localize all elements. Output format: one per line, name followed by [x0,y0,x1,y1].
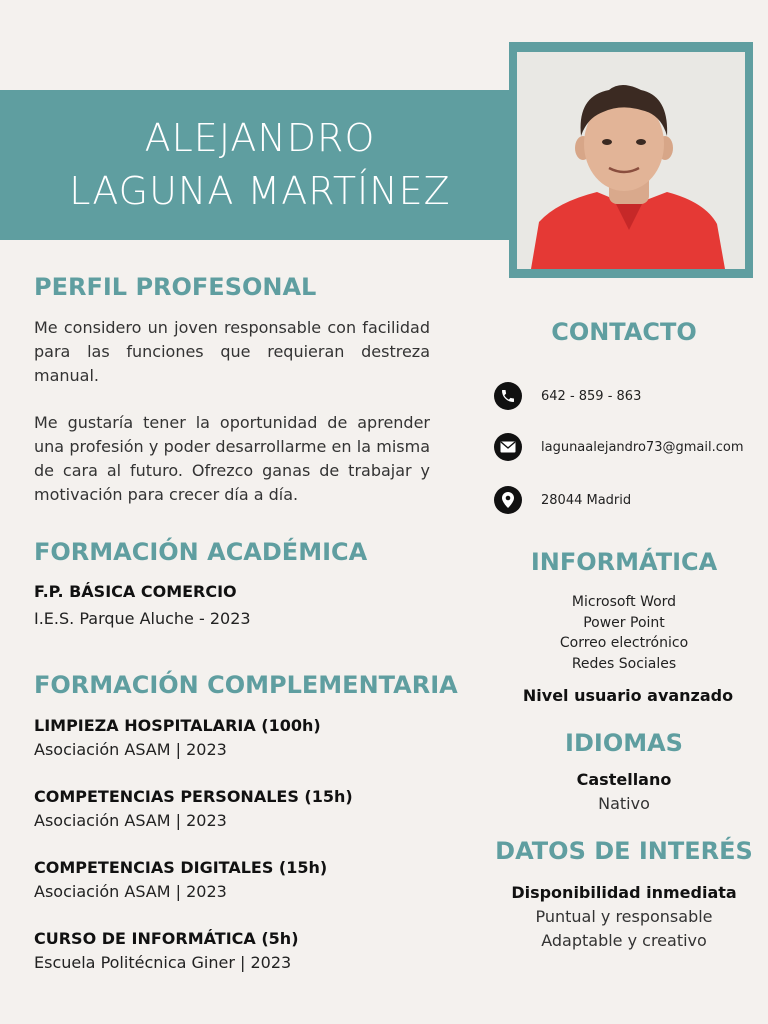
course-title: COMPETENCIAS DIGITALES (15h) [34,858,328,877]
profile-photo [517,52,745,269]
contact-location: 28044 Madrid [541,492,632,508]
phone-icon [494,382,522,410]
academic-section-title: FORMACIÓN ACADÉMICA [34,538,368,566]
first-name: ALEJANDRO [144,116,376,160]
academic-entry-detail: I.E.S. Parque Aluche - 2023 [34,609,251,628]
course-detail: Asociación ASAM | 2023 [34,740,227,759]
course-detail: Asociación ASAM | 2023 [34,882,227,901]
contact-email-row [494,433,743,461]
academic-entry-title: F.P. BÁSICA COMERCIO [34,582,237,601]
interests-item: Adaptable y creativo [541,931,707,950]
envelope-icon [494,433,522,461]
contact-location-row [494,486,631,514]
computing-skill: Power Point [583,614,665,631]
interests-item: Puntual y responsable [535,907,713,926]
course-title: COMPETENCIAS PERSONALES (15h) [34,787,353,806]
contact-phone: 642 - 859 - 863 [541,388,642,404]
contact-email[interactable]: lagunaalejandro73@gmail.com [541,439,744,455]
portrait-illustration [517,52,745,269]
candidate-name [0,112,520,218]
computing-skill: Redes Sociales [571,655,677,672]
computing-level: Nivel usuario avanzado [522,686,734,705]
computing-section-title: INFORMÁTICA [530,548,718,576]
profile-paragraph-1: Me considero un joven responsable con facilidad para las funciones que requieran destreza manual. [34,318,430,385]
course-detail: Asociación ASAM | 2023 [34,811,227,830]
language-level: Nativo [598,794,650,813]
computing-skills-list [480,592,768,674]
last-name: LAGUNA MARTÍNEZ [69,169,451,213]
course-title: LIMPIEZA HOSPITALARIA (100h) [34,716,321,735]
interests-section-title: DATOS DE INTERÉS [495,837,753,865]
profile-section-title: PERFIL PROFESONAL [34,273,317,301]
course-detail: Escuela Politécnica Giner | 2023 [34,953,292,972]
language-name: Castellano [576,770,672,789]
interests-highlight: Disponibilidad inmediata [511,883,737,902]
computing-skill: Correo electrónico [559,635,689,651]
location-pin-icon [494,486,522,514]
contact-section-title: CONTACTO [551,318,697,346]
contact-phone-row [494,382,641,410]
photo-frame [509,42,753,278]
course-title: CURSO DE INFORMÁTICA (5h) [34,929,299,948]
complementary-section-title: FORMACIÓN COMPLEMENTARIA [34,671,458,699]
profile-paragraph-2: Me gustaría tener la oportunidad de aprender una profesión y poder desarrollarme en la misma de cara al futuro. Ofrezco ganas de trabajar y motivación para crecer día a día. [34,413,430,504]
languages-section-title: IDIOMAS [565,729,683,757]
computing-skill: Microsoft Word [571,594,677,610]
